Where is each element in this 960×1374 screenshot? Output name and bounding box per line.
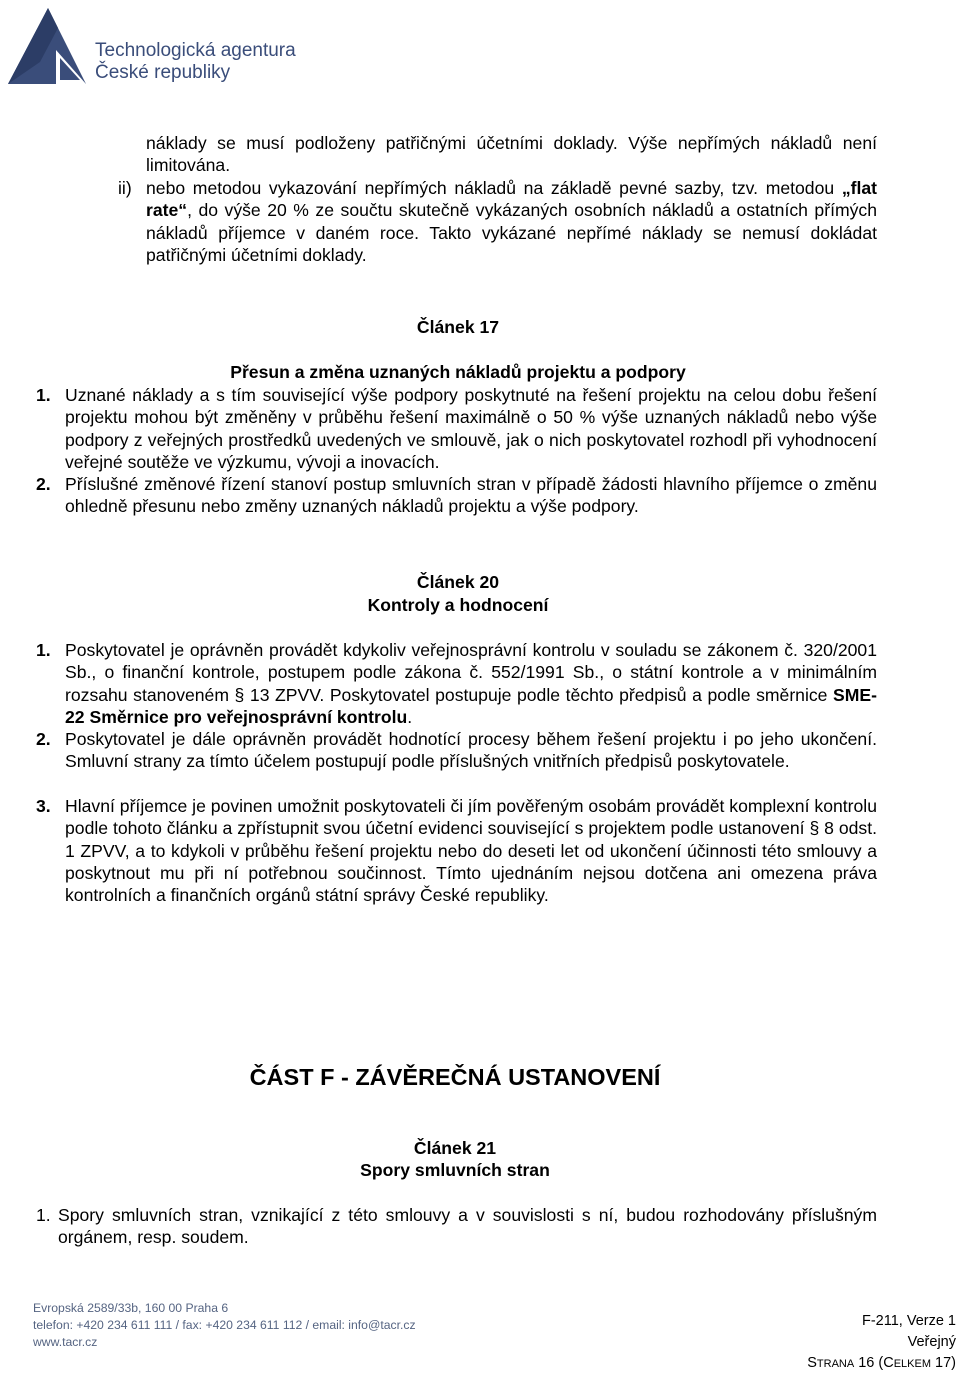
art20-item1-text — [65, 639, 877, 728]
article-17-number: Článek 17 — [416, 317, 500, 337]
page-number — [807, 1353, 956, 1374]
footer-address: Evropská 2589/33b, 160 00 Praha 6 — [33, 1301, 229, 1315]
article-21-title: Spory smluvních stran — [360, 1160, 550, 1180]
intro-p2-text-b: , do výše 20 % ze součtu skutečně vykázaných osobních nákladů a ostatních přímých nákladů příjemce v daném roce. Takto vykázané nepřímé náklady se nemusí dokládat patřičnými účetními doklady. — [146, 200, 877, 265]
art20-item3-number: 3. — [36, 796, 51, 816]
footer-contact: telefon: +420 234 611 111 / fax: +420 234 611 112 / email: info@tacr.cz — [33, 1318, 416, 1332]
art21-item1-number: 1. — [36, 1205, 51, 1225]
art17-item1-text: Uznané náklady a s tím související výše podpory poskytnuté na řešení projektu na celou dobu řešení projektu mohou být změněny v průběhu řešení maximálně o 50 % výše uznaných nákladů nebo výše podpory z veřejných prostředků uvedených ve smlouvě, jak o nich poskytovatel rozhodl při vyhodnocení veřejné soutěže ve výzkumu, vývoji a inovacích. — [65, 385, 877, 472]
page-label-trana: TRANA — [816, 1358, 855, 1370]
art20-item2-text: Poskytovatel je dále oprávněn provádět hodnotící procesy během řešení projektu i po jeho ukončení. Smluvní strany za tímto účelem postupují podle příslušných vnitřních předpisů poskytovatele. — [65, 729, 877, 772]
tacr-logo — [0, 0, 300, 92]
page-label-c: C — [883, 1355, 894, 1371]
form-version: F-211, Verze 1 — [861, 1313, 956, 1329]
art17-item2-number: 2. — [36, 474, 51, 494]
footer-web[interactable]: www.tacr.cz — [33, 1335, 98, 1349]
article-20-number: Článek 20 — [416, 572, 500, 592]
art20-item1-text-b: . — [407, 706, 413, 727]
page-label-s: S — [807, 1355, 817, 1371]
intro-paragraph-2 — [146, 177, 877, 266]
art17-item2-text: Příslušné změnové řízení stanoví postup smluvních stran v případě žádosti hlavního příjemce o změnu ohledně přesunu nebo změny uznaných nákladů projektu a výše podpory. — [65, 474, 877, 517]
article-17-title: Přesun a změna uznaných nákladů projektu a podpory — [230, 362, 686, 382]
page-total: 17) — [931, 1355, 956, 1371]
part-f-title: ČÁST F - ZÁVĚREČNÁ USTANOVENÍ — [249, 1064, 661, 1090]
art17-item1-number: 1. — [36, 385, 51, 405]
page-current: 16 ( — [854, 1355, 884, 1371]
list-marker-ii: ii) — [118, 178, 132, 198]
page-label-elkem: ELKEM — [893, 1358, 931, 1370]
intro-p2-text-a: nebo metodou vykazování nepřímých nákladů na základě pevné sazby, tzv. metodou — [146, 178, 842, 198]
flat-rate-term: „flat rate“ — [146, 178, 877, 221]
art21-item1-text: Spory smluvních stran, vznikající z této smlouvy a v souvislosti s ní, budou rozhodovány příslušným orgánem, resp. soudem. — [58, 1205, 877, 1248]
art20-item2-number: 2. — [36, 729, 51, 749]
art20-item3-text: Hlavní příjemce je povinen umožnit poskytovateli či jím pověřeným osobám provádět komplexní kontrolu podle tohoto článku a zpřístupnit svou účetní evidenci související s projektem podle ustanovení § 8 odst. 1 ZPVV, a to kdykoli v průběhu řešení projektu nebo do deseti let od ukončení účinnosti této smlouvy a poskytnout mu při ní potřebnou součinnost. Tímto ujednáním nejsou dotčena ani omezena práva kontrolních a finančních orgánů státní správy České republiky. — [65, 796, 877, 906]
art20-item1-number: 1. — [36, 640, 51, 660]
classification: Veřejný — [907, 1334, 956, 1350]
intro-paragraph-1: náklady se musí podloženy patřičnými účetními doklady. Výše nepřímých nákladů není limitována. — [146, 133, 877, 176]
tacr-triangle-logo-icon — [0, 0, 90, 90]
sme22-directive-name: SME-22 Směrnice pro veřejnosprávní kontrolu — [65, 684, 877, 727]
org-name-line1: Technologická agentura — [95, 40, 296, 61]
article-21-number: Článek 21 — [413, 1138, 497, 1158]
org-name-line2: České republiky — [95, 62, 231, 83]
art20-item1-text-a: Poskytovatel je oprávněn provádět kdykoliv veřejnosprávní kontrolu v souladu se zákonem č. 320/2001 Sb., o finanční kontrole, postupem podle zákona č. 552/1991 Sb., o státní kontrole a v minimálním rozsahu stanoveném § 13 ZPVV. Poskytovatel postupuje podle těchto předpisů a podle směrnice — [65, 640, 877, 705]
article-20-title: Kontroly a hodnocení — [367, 595, 549, 615]
